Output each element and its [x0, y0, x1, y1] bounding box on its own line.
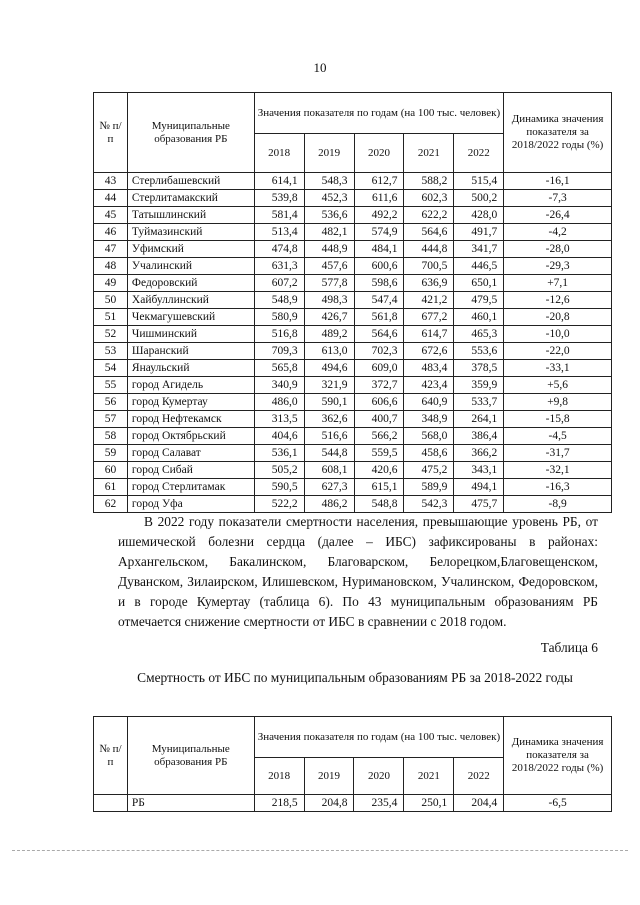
row-value: 498,3 — [304, 292, 354, 309]
row-value: 482,1 — [304, 224, 354, 241]
row-value: 614,1 — [254, 173, 304, 190]
ihd-mortality-table — [93, 716, 612, 812]
row-number: 46 — [94, 224, 128, 241]
row-value: 465,3 — [454, 326, 504, 343]
row-value: 650,1 — [454, 275, 504, 292]
row-dynamics: -10,0 — [504, 326, 612, 343]
row-number: 49 — [94, 275, 128, 292]
row-value: 672,6 — [404, 343, 454, 360]
header-dynamics: Динамика значения показателя за 2018/2022 годы (%) — [504, 717, 612, 795]
row-number: 50 — [94, 292, 128, 309]
row-value: 559,5 — [354, 445, 404, 462]
row-value: 612,7 — [354, 173, 404, 190]
row-value: 590,1 — [304, 394, 354, 411]
row-value: 516,8 — [254, 326, 304, 343]
header-year: 2019 — [304, 758, 354, 795]
row-value: 536,6 — [304, 207, 354, 224]
row-value: 580,9 — [254, 309, 304, 326]
row-municipality: город Сибай — [127, 462, 254, 479]
row-value: 494,1 — [454, 479, 504, 496]
table-title: Смертность от ИБС по муниципальным образованиям РБ за 2018-2022 годы — [137, 670, 573, 685]
row-municipality: город Октябрьский — [127, 428, 254, 445]
row-value: 636,9 — [404, 275, 454, 292]
table-row — [94, 377, 612, 394]
row-value: 250,1 — [404, 795, 454, 812]
row-number: 59 — [94, 445, 128, 462]
row-municipality: Татышлинский — [127, 207, 254, 224]
row-value: 568,0 — [404, 428, 454, 445]
row-value: 611,6 — [354, 190, 404, 207]
row-municipality: Стерлибашевский — [127, 173, 254, 190]
row-value: 564,6 — [354, 326, 404, 343]
page-number: 10 — [313, 60, 327, 75]
table-row — [94, 479, 612, 496]
row-value: 362,6 — [304, 411, 354, 428]
row-value: 378,5 — [454, 360, 504, 377]
row-value: 404,6 — [254, 428, 304, 445]
row-value: 547,4 — [354, 292, 404, 309]
table-row — [94, 394, 612, 411]
row-number: 43 — [94, 173, 128, 190]
row-value: 522,2 — [254, 496, 304, 513]
row-value: 566,2 — [354, 428, 404, 445]
row-value: 640,9 — [404, 394, 454, 411]
row-dynamics: -33,1 — [504, 360, 612, 377]
row-value: 574,9 — [354, 224, 404, 241]
row-number: 44 — [94, 190, 128, 207]
row-municipality: город Салават — [127, 445, 254, 462]
row-value: 588,2 — [404, 173, 454, 190]
row-value: 515,4 — [454, 173, 504, 190]
row-value: 491,7 — [454, 224, 504, 241]
row-municipality: город Уфа — [127, 496, 254, 513]
row-value: 264,1 — [454, 411, 504, 428]
header-year: 2021 — [404, 134, 454, 173]
header-num: № п/п — [94, 93, 128, 173]
header-values-group: Значения показателя по годам (на 100 тыс. человек) — [254, 93, 504, 134]
row-number: 57 — [94, 411, 128, 428]
row-value: 475,7 — [454, 496, 504, 513]
table-row — [94, 445, 612, 462]
table-row — [94, 190, 612, 207]
row-value: 235,4 — [354, 795, 404, 812]
row-value: 460,1 — [454, 309, 504, 326]
header-year: 2018 — [254, 134, 304, 173]
row-number: 61 — [94, 479, 128, 496]
row-value: 321,9 — [304, 377, 354, 394]
table-row — [94, 241, 612, 258]
row-dynamics: -29,3 — [504, 258, 612, 275]
header-year: 2020 — [354, 134, 404, 173]
row-value: 613,0 — [304, 343, 354, 360]
row-value: 622,2 — [404, 207, 454, 224]
row-municipality: Шаранский — [127, 343, 254, 360]
row-value: 483,4 — [404, 360, 454, 377]
header-year: 2022 — [454, 134, 504, 173]
header-year: 2021 — [404, 758, 454, 795]
row-value: 366,2 — [454, 445, 504, 462]
row-value: 631,3 — [254, 258, 304, 275]
row-value: 553,6 — [454, 343, 504, 360]
row-value: 598,6 — [354, 275, 404, 292]
row-value: 426,7 — [304, 309, 354, 326]
row-value: 539,8 — [254, 190, 304, 207]
row-municipality: Янаульский — [127, 360, 254, 377]
header-municipality: Муниципальные образования РБ — [127, 717, 254, 795]
row-municipality: город Агидель — [127, 377, 254, 394]
row-value: 702,3 — [354, 343, 404, 360]
table-row — [94, 795, 612, 812]
row-value: 492,2 — [354, 207, 404, 224]
header-year: 2020 — [354, 758, 404, 795]
row-dynamics: -28,0 — [504, 241, 612, 258]
row-value: 421,2 — [404, 292, 454, 309]
page-bottom-divider — [12, 850, 628, 851]
row-value: 423,4 — [404, 377, 454, 394]
table-row — [94, 462, 612, 479]
row-value: 484,1 — [354, 241, 404, 258]
row-value: 700,5 — [404, 258, 454, 275]
row-value: 590,5 — [254, 479, 304, 496]
row-value: 627,3 — [304, 479, 354, 496]
row-dynamics: -7,3 — [504, 190, 612, 207]
table-row — [94, 275, 612, 292]
row-municipality: город Стерлитамак — [127, 479, 254, 496]
row-value: 428,0 — [454, 207, 504, 224]
row-municipality: Чишминский — [127, 326, 254, 343]
row-value: 444,8 — [404, 241, 454, 258]
row-value: 452,3 — [304, 190, 354, 207]
row-dynamics: -16,3 — [504, 479, 612, 496]
row-municipality: Уфимский — [127, 241, 254, 258]
row-value: 348,9 — [404, 411, 454, 428]
row-number: 55 — [94, 377, 128, 394]
row-value: 548,9 — [254, 292, 304, 309]
row-value: 359,9 — [454, 377, 504, 394]
table-row — [94, 496, 612, 513]
row-number: 62 — [94, 496, 128, 513]
row-value: 486,0 — [254, 394, 304, 411]
header-dynamics: Динамика значения показателя за 2018/2022 годы (%) — [504, 93, 612, 173]
body-paragraph: В 2022 году показатели смертности населения, превышающие уровень РБ, от ишемической болезни сердца (далее – ИБС) зафиксированы в районах: Архангельском, Бакалинском, Благоварском, Белорецком,Благовещенском, Дуванском, Зилаирском, Илишевском, Нуримановском, Учалинском, Федоровском, и в городе Кумертау (таблица 6). По 43 муниципальным образованиям РБ отмечается снижение смертности от ИБС в сравнении с 2018 годом. — [118, 514, 598, 629]
row-value: 457,6 — [304, 258, 354, 275]
row-value: 204,8 — [304, 795, 354, 812]
row-municipality: город Нефтекамск — [127, 411, 254, 428]
row-value: 340,9 — [254, 377, 304, 394]
table-label: Таблица 6 — [540, 640, 598, 655]
row-value: 602,3 — [404, 190, 454, 207]
header-year: 2022 — [454, 758, 504, 795]
row-value: 516,6 — [304, 428, 354, 445]
table-row — [94, 360, 612, 377]
table-row — [94, 224, 612, 241]
row-municipality: РБ — [127, 795, 254, 812]
row-municipality: Хайбуллинский — [127, 292, 254, 309]
row-number — [94, 795, 128, 812]
row-value: 677,2 — [404, 309, 454, 326]
row-value: 486,2 — [304, 496, 354, 513]
row-dynamics: -6,5 — [504, 795, 612, 812]
mortality-table-continued — [93, 92, 612, 513]
row-value: 533,7 — [454, 394, 504, 411]
row-municipality: город Кумертау — [127, 394, 254, 411]
row-value: 565,8 — [254, 360, 304, 377]
table-row — [94, 173, 612, 190]
row-value: 500,2 — [454, 190, 504, 207]
row-value: 343,1 — [454, 462, 504, 479]
row-value: 561,8 — [354, 309, 404, 326]
table-row — [94, 343, 612, 360]
row-value: 479,5 — [454, 292, 504, 309]
row-number: 45 — [94, 207, 128, 224]
header-year: 2019 — [304, 134, 354, 173]
row-value: 607,2 — [254, 275, 304, 292]
row-value: 606,6 — [354, 394, 404, 411]
row-dynamics: -12,6 — [504, 292, 612, 309]
row-dynamics: -20,8 — [504, 309, 612, 326]
header-values-group: Значения показателя по годам (на 100 тыс. человек) — [254, 717, 504, 758]
row-dynamics: -15,8 — [504, 411, 612, 428]
row-value: 386,4 — [454, 428, 504, 445]
row-value: 615,1 — [354, 479, 404, 496]
row-value: 577,8 — [304, 275, 354, 292]
row-value: 542,3 — [404, 496, 454, 513]
row-dynamics: -4,5 — [504, 428, 612, 445]
row-number: 48 — [94, 258, 128, 275]
row-dynamics: -31,7 — [504, 445, 612, 462]
row-municipality: Федоровский — [127, 275, 254, 292]
row-value: 564,6 — [404, 224, 454, 241]
row-dynamics: -16,1 — [504, 173, 612, 190]
row-value: 536,1 — [254, 445, 304, 462]
row-value: 400,7 — [354, 411, 404, 428]
row-value: 513,4 — [254, 224, 304, 241]
row-number: 51 — [94, 309, 128, 326]
row-number: 52 — [94, 326, 128, 343]
row-value: 475,2 — [404, 462, 454, 479]
row-number: 53 — [94, 343, 128, 360]
row-value: 420,6 — [354, 462, 404, 479]
row-municipality: Учалинский — [127, 258, 254, 275]
table-row — [94, 258, 612, 275]
row-value: 446,5 — [454, 258, 504, 275]
table-row — [94, 326, 612, 343]
table-row — [94, 207, 612, 224]
row-value: 341,7 — [454, 241, 504, 258]
row-dynamics: +9,8 — [504, 394, 612, 411]
row-value: 474,8 — [254, 241, 304, 258]
row-municipality: Туймазинский — [127, 224, 254, 241]
row-value: 489,2 — [304, 326, 354, 343]
row-value: 218,5 — [254, 795, 304, 812]
row-dynamics: -4,2 — [504, 224, 612, 241]
table-row — [94, 428, 612, 445]
row-value: 458,6 — [404, 445, 454, 462]
row-value: 600,6 — [354, 258, 404, 275]
row-value: 548,3 — [304, 173, 354, 190]
header-num: № п/п — [94, 717, 128, 795]
row-number: 60 — [94, 462, 128, 479]
row-value: 614,7 — [404, 326, 454, 343]
row-value: 544,8 — [304, 445, 354, 462]
row-dynamics: -8,9 — [504, 496, 612, 513]
row-value: 372,7 — [354, 377, 404, 394]
table-row — [94, 309, 612, 326]
row-number: 54 — [94, 360, 128, 377]
row-value: 589,9 — [404, 479, 454, 496]
row-municipality: Чекмагушевский — [127, 309, 254, 326]
row-dynamics: -32,1 — [504, 462, 612, 479]
row-value: 494,6 — [304, 360, 354, 377]
row-value: 505,2 — [254, 462, 304, 479]
row-value: 548,8 — [354, 496, 404, 513]
table-row — [94, 411, 612, 428]
row-value: 608,1 — [304, 462, 354, 479]
row-number: 56 — [94, 394, 128, 411]
header-year: 2018 — [254, 758, 304, 795]
header-municipality: Муниципальные образования РБ — [127, 93, 254, 173]
row-dynamics: -22,0 — [504, 343, 612, 360]
row-municipality: Стерлитамакский — [127, 190, 254, 207]
row-value: 609,0 — [354, 360, 404, 377]
row-value: 581,4 — [254, 207, 304, 224]
row-dynamics: +5,6 — [504, 377, 612, 394]
row-number: 47 — [94, 241, 128, 258]
row-value: 709,3 — [254, 343, 304, 360]
row-dynamics: +7,1 — [504, 275, 612, 292]
row-value: 204,4 — [454, 795, 504, 812]
table-row — [94, 292, 612, 309]
row-number: 58 — [94, 428, 128, 445]
row-value: 448,9 — [304, 241, 354, 258]
row-value: 313,5 — [254, 411, 304, 428]
row-dynamics: -26,4 — [504, 207, 612, 224]
